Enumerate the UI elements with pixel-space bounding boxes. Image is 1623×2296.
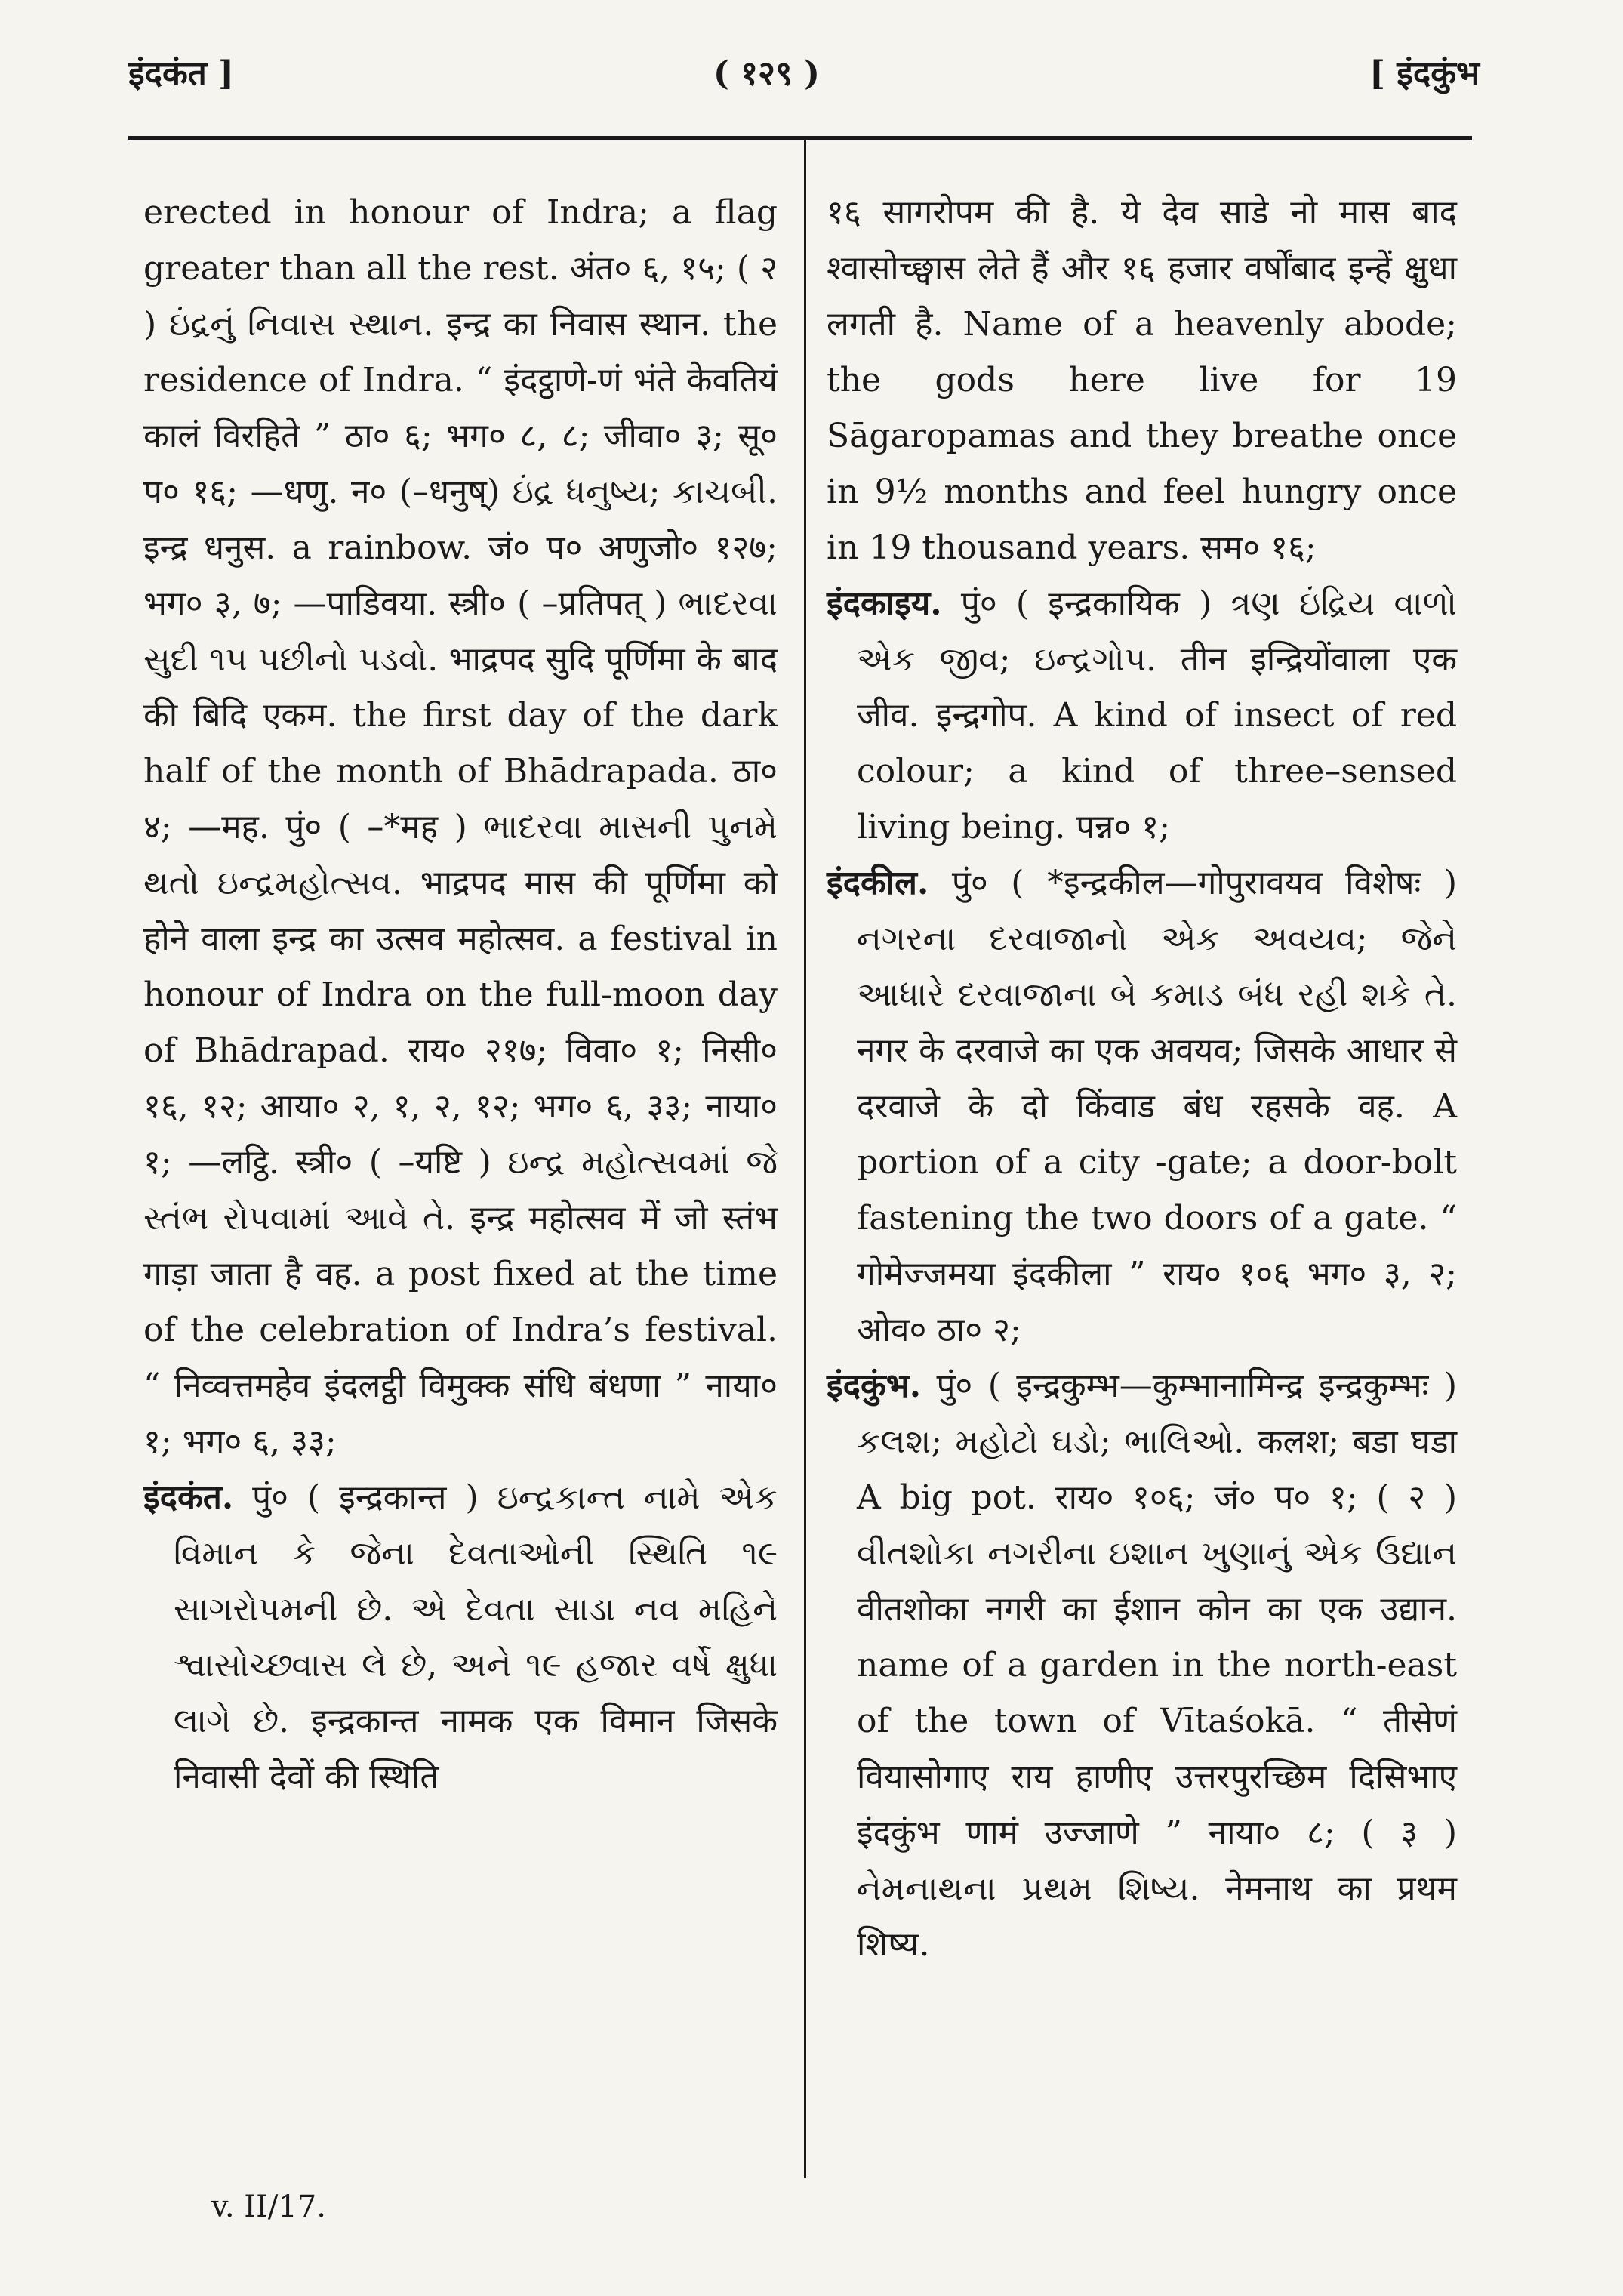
entry-indakila [827,855,1457,1358]
entry-indakumbha [827,1358,1457,1973]
column-divider [804,140,806,2178]
entry-indakaia [827,576,1457,855]
entry-headword: इंदकंत. [143,1478,234,1517]
entry-body: पुं० ( *इन्द्रकील—गोपुरावयव विशेषः ) નગરના દરવાજાનો એક અવયવ; જેને આધારે દરવાજાના બે કમાડ બંધ રહી શકે તે. नगर के दरवाजे का एक अवयव; जिसके आधार से दरवाजे के दो किंवाड बंध रहसके वह. A portion of a city -gate; a door-bolt fastening the two doors of a gate. “ गोमेज्जमया इंदकीला ” राय० १०६ भग० ३, २; ओव० ठा० २; [857,864,1457,1349]
page-number: ( १२९ ) [713,54,820,93]
printer-signature: v. II/17. [211,2190,326,2224]
page-header [128,42,1480,109]
entry-headword: इंदकुंभ. [827,1367,922,1405]
entry-body: पुं० ( इन्द्रकुम्भ—कुम्भानामिन्द्र इन्द्रकुम्भः ) કલશ; મહોટો ઘડો; ભાલિઓ. कलश; बडा घडा A big pot. राय० १०६; जं० प० १; ( २ ) વીતશોકા નગરીના ઇશાન ખુણાનું એક ઉદ્યાન वीतशोका नगरी का ईशान कोन का एक उद्यान. name of a garden in the north-east of the town of Vītaśokā. “ तीसेणं वियासोगाए राय हाणीए उत्तरपुरच्छिम दिसिभाए इंदकुंभ णामं उज्जाणे ” नाया० ८; ( ३ ) નેમનાથના પ્રથમ શિષ્ય. नेमनाथ का प्रथम शिष्य. [857,1367,1457,1964]
entry-headword: इंदकाइय. [827,584,942,623]
entry-indakanta [143,1470,778,1805]
right-column [827,185,1457,1973]
entry-body: पुं० ( इन्द्रकान्त ) ઇન્દ્રકાન્ત નામે એક વિમાન કે જેના દેવતાઓની સ્થિતિ ૧૯ સાગરોપમની છે. એ દેવતા સાડા નવ મહિને શ્વાસોચ્છ્વાસ લે છે, અને ૧૯ હજાર વર્ષે ક્ષુધા લાગે છે. इन्द्रकान्त नामक एक विमान जिसके निवासी देवों की स्थिति [174,1478,778,1796]
entry-continuation-right: १६ सागरोपम की है. ये देव साडे नो मास बाद श्वासोच्छ्वास लेते हैं और १६ हजार वर्षोंबाद इन्हें क्षुधा लगती है. Name of a heavenly abode; the gods here live for 19 Sāgaropamas and they breathe once in 9½ months and feel hungry once in 19 thousand years. सम० १६; [827,193,1457,567]
header-right-guideword: [ इंदकुंभ [1369,54,1480,93]
header-rule [128,136,1472,140]
header-left-guideword: इंदकंत ] [128,54,234,93]
entry-body: पुं० ( इन्द्रकायिक ) ત્રણ ઇંદ્રિય વાળો એક જીવ; ઇન્દ્રગોપ. तीन इन्द्रियोंवाला एक जीव. इन्द्रगोप. A kind of insect of red colour; a kind of three–sensed living being. पन्न० १; [857,584,1457,846]
entry-continuation-left: erected in honour of Indra; a flag greater than all the rest. अंत० ६, १५; ( २ ) ઇંદ્રનું નિવાસ સ્થાન. इन्द्र का निवास स्थान. the residence of Indra. “ इंदट्ठाणे-णं भंते केवतियं कालं विरहिते ” ठा० ६; भग० ८, ८; जीवा० ३; सू० प० १६; —धणु. न० (–धनुष्) ઇંદ્ર ધનુષ્ય; કાચબી. इन्द्र धनुस. a rainbow. जं० प० अणुजो० १२७; भग० ३, ७; —पाडिवया. स्त्री० ( –प्रतिपत् ) ભાદરવા સુદી ૧૫ પછીનો પડવો. भाद्रपद सुदि पूर्णिमा के बाद की बिदि एकम. the first day of the dark half of the month of Bhādrapada. ठा० ४; —मह. पुं० ( –*मह ) ભાદરવા માસની પુનમે થતો ઇન્દ્રમહોત્સવ. भाद्रपद मास की पूर्णिमा को होने वाला इन्द्र का उत्सव महोत्सव. a festival in honour of Indra on the full-moon day of Bhādrapad. राय० २१७; विवा० १; निसी० १६, १२; आया० २, १, २, १२; भग० ६, ३३; नाया० १; —लट्ठि. स्त्री० ( –यष्टि ) ઇન્દ્ર મહોત્સવમાં જે સ્તંભ રોપવામાં આવે તે. इन्द्र महोत्सव में जो स्तंभ गाड़ा जाता है वह. a post fixed at the time of the celebration of Indra’s festival. “ निव्वत्तमहेव इंदलट्ठी विमुक्क संधि बंधणा ” नाया० १; भग० ६, ३३; [143,193,778,1461]
left-column [143,185,778,1805]
entry-headword: इंदकील. [827,864,929,902]
